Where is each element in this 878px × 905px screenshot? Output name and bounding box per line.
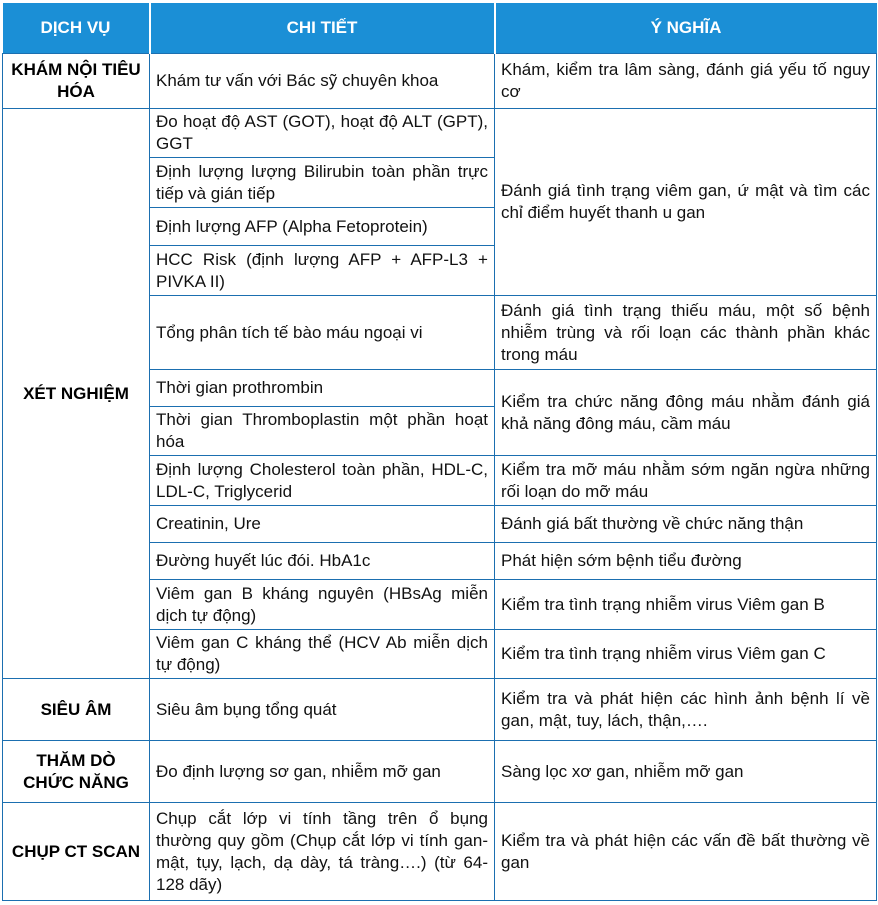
meaning-cell: Đánh giá tình trạng viêm gan, ứ mật và tìm các chỉ điểm huyết thanh u gan [495, 109, 877, 296]
detail-cell: Siêu âm bụng tổng quát [150, 679, 495, 741]
table-row [3, 54, 877, 109]
meaning-cell: Phát hiện sớm bệnh tiểu đường [495, 543, 877, 580]
detail-cell: Thời gian prothrombin [150, 370, 495, 407]
meaning-cell: Sàng lọc xơ gan, nhiễm mỡ gan [495, 741, 877, 803]
service-ct-scan: CHỤP CT SCAN [3, 803, 150, 901]
meaning-cell: Khám, kiểm tra lâm sàng, đánh giá yếu tố nguy cơ [495, 54, 877, 109]
detail-cell: Creatinin, Ure [150, 506, 495, 543]
meaning-cell: Kiểm tra tình trạng nhiễm virus Viêm gan C [495, 630, 877, 679]
services-table [2, 3, 877, 901]
meaning-cell: Kiểm tra và phát hiện các hình ảnh bệnh lí về gan, mật, tuy, lách, thận,…. [495, 679, 877, 741]
detail-cell: Khám tư vấn với Bác sỹ chuyên khoa [150, 54, 495, 109]
table-row [3, 741, 877, 803]
service-kham: KHÁM NỘI TIÊU HÓA [3, 54, 150, 109]
meaning-cell: Kiểm tra và phát hiện các vấn đề bất thường về gan [495, 803, 877, 901]
meaning-cell: Kiểm tra chức năng đông máu nhằm đánh giá khả năng đông máu, cầm máu [495, 370, 877, 456]
service-tham-do: THĂM DÒ CHỨC NĂNG [3, 741, 150, 803]
meaning-cell: Đánh giá tình trạng thiếu máu, một số bệnh nhiễm trùng và rối loạn các thành phần khác trong máu [495, 296, 877, 370]
table-row [3, 679, 877, 741]
detail-cell: Đường huyết lúc đói. HbA1c [150, 543, 495, 580]
detail-cell: Định lượng Cholesterol toàn phần, HDL-C, LDL-C, Triglycerid [150, 456, 495, 506]
meaning-cell: Kiểm tra tình trạng nhiễm virus Viêm gan B [495, 580, 877, 630]
table-row [3, 109, 877, 158]
detail-cell: Viêm gan B kháng nguyên (HBsAg miễn dịch tự động) [150, 580, 495, 630]
detail-cell: Viêm gan C kháng thể (HCV Ab miễn dịch tự động) [150, 630, 495, 679]
header-row [3, 3, 877, 54]
detail-cell: Đo định lượng sơ gan, nhiễm mỡ gan [150, 741, 495, 803]
header-service: DỊCH VỤ [3, 3, 150, 54]
meaning-cell: Đánh giá bất thường về chức năng thận [495, 506, 877, 543]
detail-cell: Tổng phân tích tế bào máu ngoại vi [150, 296, 495, 370]
detail-cell: Chụp cắt lớp vi tính tầng trên ổ bụng thường quy gồm (Chụp cắt lớp vi tính gan-mật, tụy, lạch, dạ dày, tá tràng….) (từ 64-128 dãy) [150, 803, 495, 901]
detail-cell: Đo hoạt độ AST (GOT), hoạt độ ALT (GPT), GGT [150, 109, 495, 158]
header-detail: CHI TIẾT [150, 3, 495, 54]
detail-cell: Thời gian Thromboplastin một phần hoạt hóa [150, 407, 495, 456]
table-row [3, 803, 877, 901]
service-xet-nghiem: XÉT NGHIỆM [3, 109, 150, 679]
detail-cell: HCC Risk (định lượng AFP + AFP-L3 + PIVKA II) [150, 246, 495, 296]
detail-cell: Định lượng lượng Bilirubin toàn phần trực tiếp và gián tiếp [150, 158, 495, 208]
header-meaning: Ý NGHĨA [495, 3, 877, 54]
detail-cell: Định lượng AFP (Alpha Fetoprotein) [150, 208, 495, 246]
meaning-cell: Kiểm tra mỡ máu nhằm sớm ngăn ngừa những rối loạn do mỡ máu [495, 456, 877, 506]
service-sieu-am: SIÊU ÂM [3, 679, 150, 741]
